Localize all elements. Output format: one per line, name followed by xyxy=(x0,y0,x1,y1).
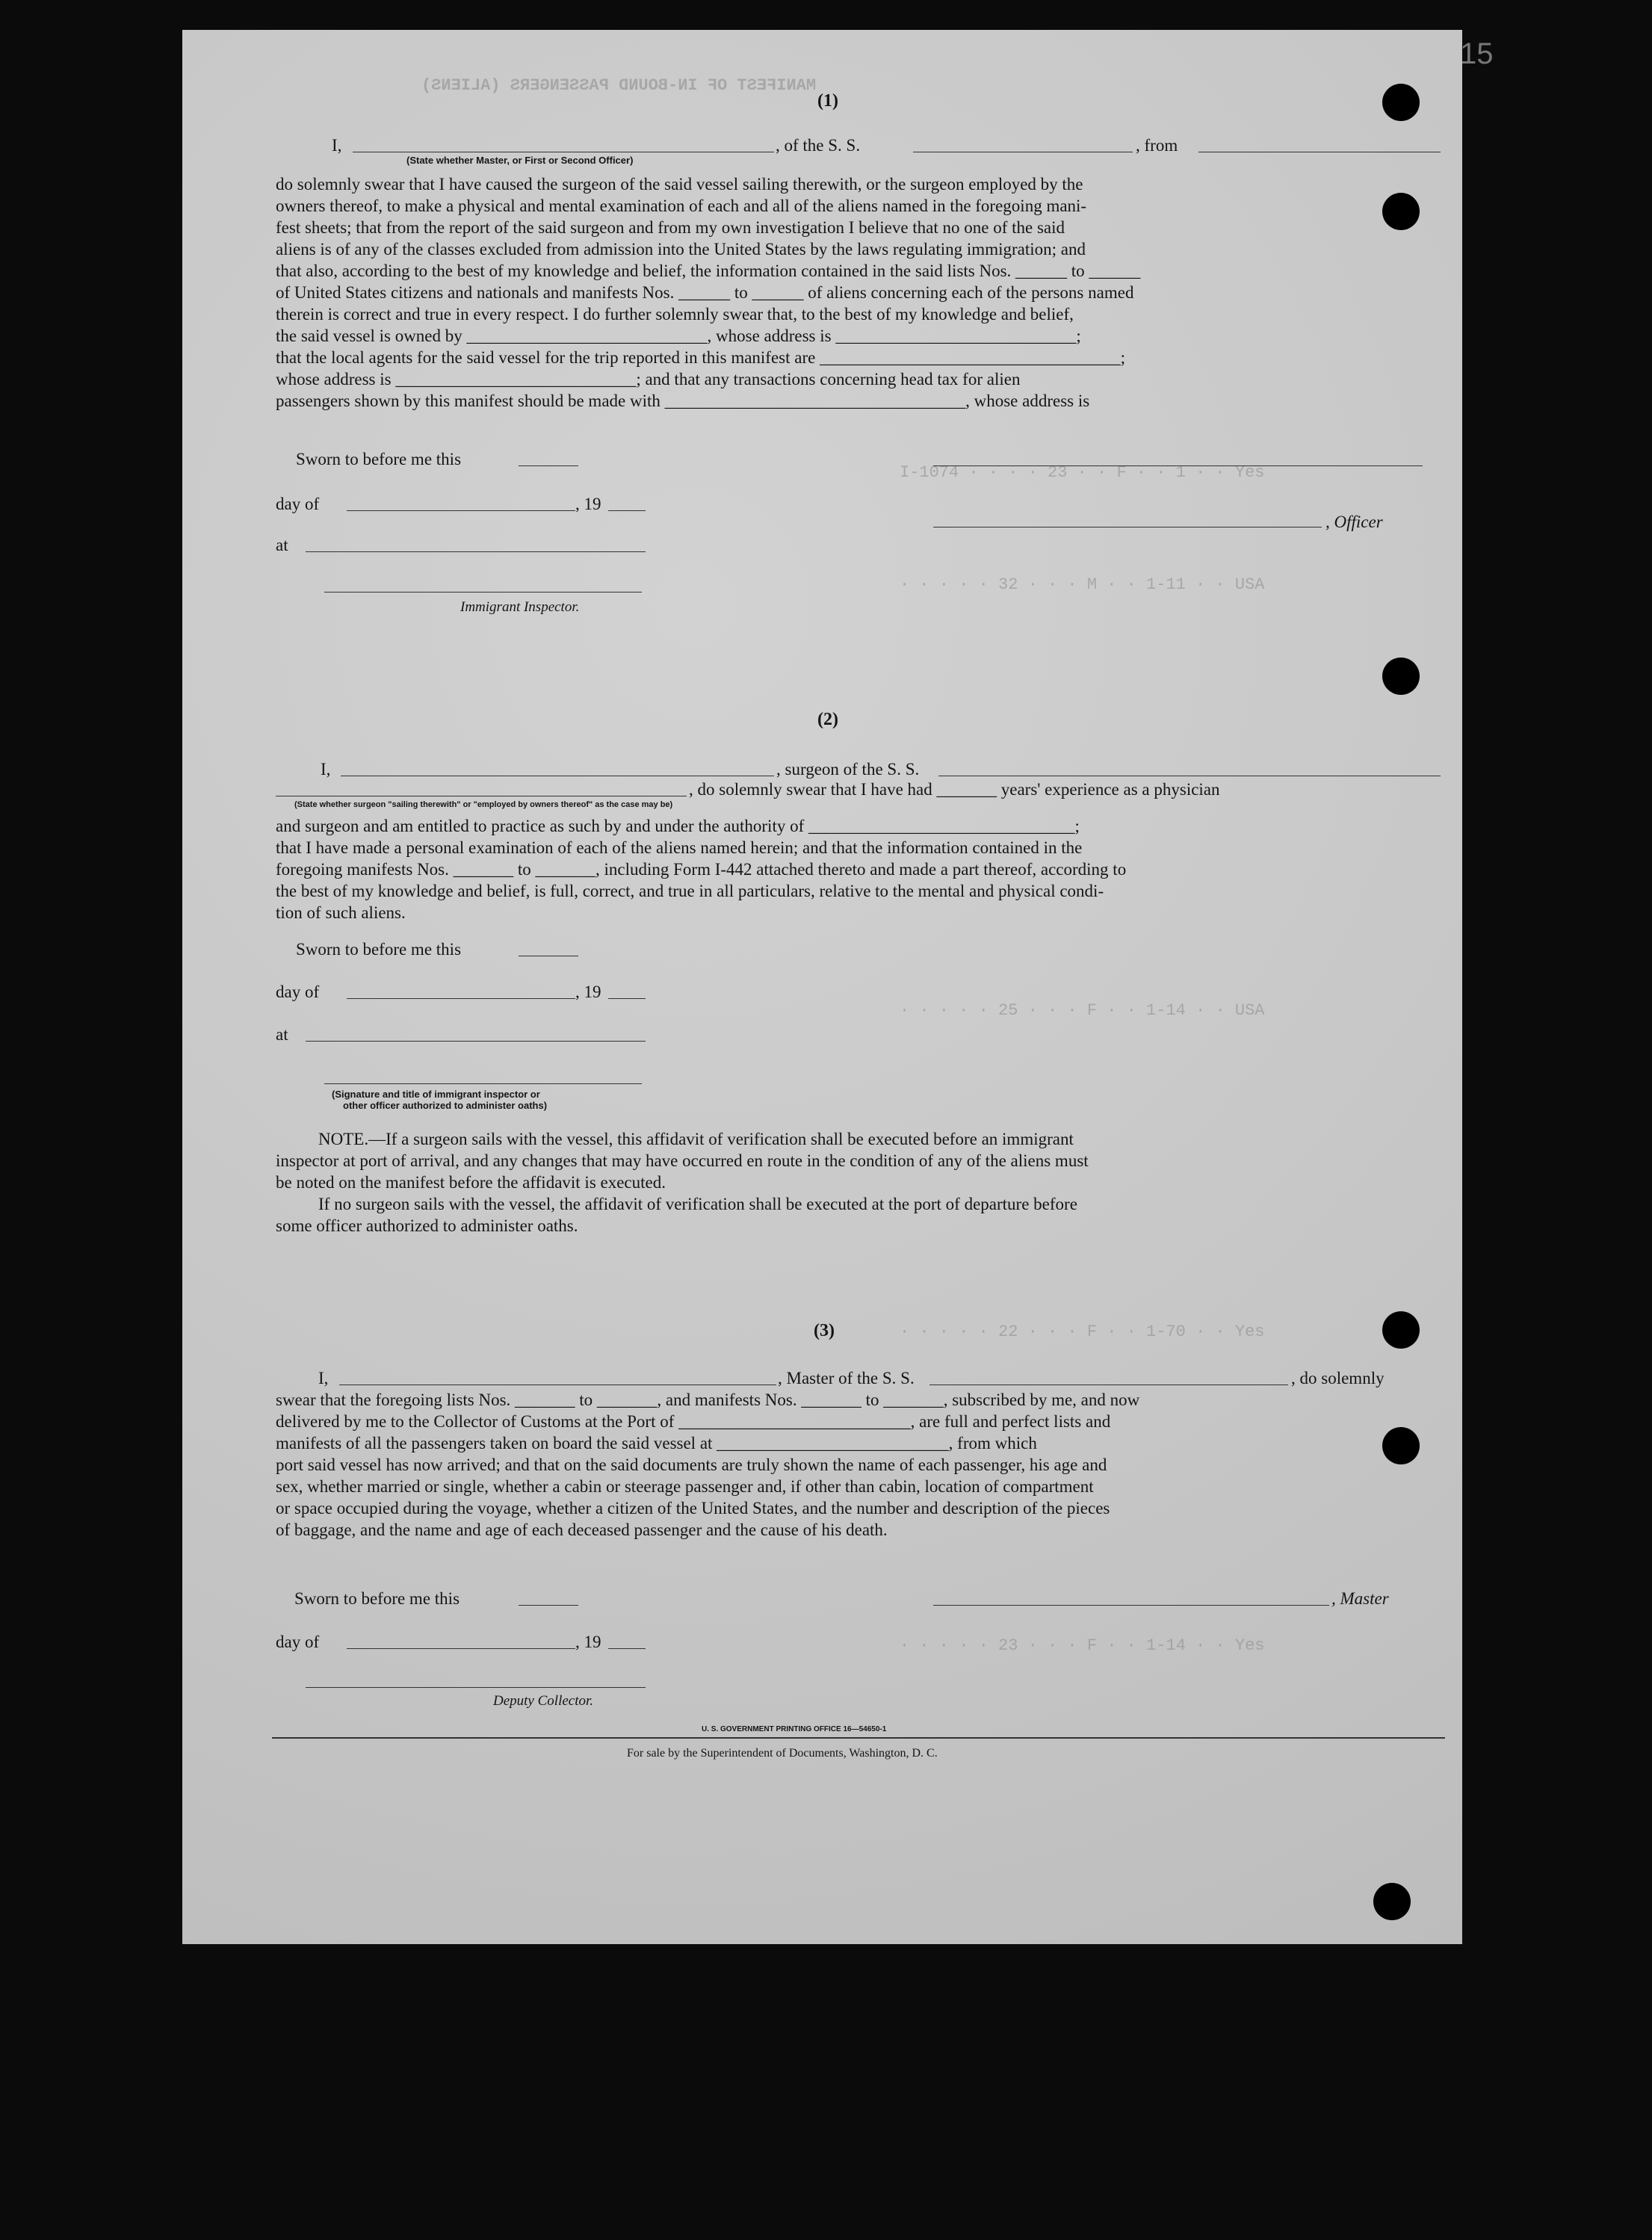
place-field[interactable] xyxy=(306,551,646,552)
section-3-master: , Master xyxy=(1331,1589,1389,1608)
officer-signature-field[interactable] xyxy=(933,465,1423,466)
year-field[interactable] xyxy=(608,998,646,999)
section-2-line: foregoing manifests Nos. _______ to _______, including Form I-442 attached thereto and made a part thereof, according to xyxy=(276,860,1127,879)
punch-hole xyxy=(1382,84,1420,121)
section-1-inspector: Immigrant Inspector. xyxy=(460,599,580,615)
section-2-line: that I have made a personal examination of each of the aliens named herein; and that the information contained in the xyxy=(276,838,1083,857)
bleed-through-text: · · · · · 23 · · · F · · 1-14 · · Yes xyxy=(900,1636,1265,1655)
section-2-state-note: (State whether surgeon "sailing therewith" or "employed by owners thereof" as the case may be) xyxy=(294,800,673,809)
section-3-do-solemnly: , do solemnly xyxy=(1291,1369,1385,1387)
deputy-signature-field[interactable] xyxy=(306,1687,646,1688)
section-1-i-label: I, xyxy=(332,136,342,155)
authority-signature-field[interactable] xyxy=(324,1083,642,1084)
section-1-state-note: (State whether Master, or First or Second Officer) xyxy=(406,155,634,166)
year-field[interactable] xyxy=(608,1648,646,1649)
bleed-through-text: · · · · · 25 · · · F · · 1-14 · · USA xyxy=(900,1001,1265,1020)
section-2-line: the best of my knowledge and belief, is full, correct, and true in all particulars, relative to the mental and physical condi- xyxy=(276,882,1104,900)
bleed-through-text: I-1074 · · · · 23 · · F · · 1 · · Yes xyxy=(900,463,1265,482)
section-3-day-of: day of xyxy=(276,1633,320,1651)
section-1-at: at xyxy=(276,536,288,554)
note-line: NOTE.—If a surgeon sails with the vessel, this affidavit of verification shall be executed before an immigrant xyxy=(318,1130,1074,1148)
section-1-line: that also, according to the best of my knowledge and belief, the information contained in the said lists Nos. ______ to ______ xyxy=(276,262,1141,280)
bleed-through-text: · · · · · 32 · · · M · · 1-11 · · USA xyxy=(900,575,1265,594)
section-2-surgeon-of: , surgeon of the S. S. xyxy=(776,760,920,779)
section-3-line: swear that the foregoing lists Nos. _______ to _______, and manifests Nos. _______ to _______, subscribed by me, and now xyxy=(276,1390,1140,1409)
corner-mark: 15 xyxy=(1460,37,1494,70)
printing-office: U. S. GOVERNMENT PRINTING OFFICE 16—54650-1 xyxy=(702,1725,887,1733)
inspector-signature-field[interactable] xyxy=(324,592,642,593)
note-line: be noted on the manifest before the affidavit is executed. xyxy=(276,1173,666,1192)
section-3-line: of baggage, and the name and age of each deceased passenger and the cause of his death. xyxy=(276,1520,888,1539)
section-3-nineteen: , 19 xyxy=(575,1633,601,1651)
sale-notice: For sale by the Superintendent of Documents, Washington, D. C. xyxy=(627,1747,938,1760)
place-field[interactable] xyxy=(306,1041,646,1042)
section-2-sig-note: other officer authorized to administer oaths) xyxy=(343,1100,548,1111)
master-vessel-field[interactable] xyxy=(929,1384,1288,1385)
punch-hole xyxy=(1382,193,1420,230)
punch-hole xyxy=(1382,658,1420,695)
section-1-officer: , Officer xyxy=(1325,513,1383,531)
section-1-line: passengers shown by this manifest should be made with ___________________________________, whose address is xyxy=(276,392,1090,410)
section-3-line: or space occupied during the voyage, whether a citizen of the United States, and the number and description of the pieces xyxy=(276,1499,1110,1517)
bleed-through-text: · · · · · 22 · · · F · · 1-70 · · Yes xyxy=(900,1322,1265,1341)
section-1-sworn: Sworn to before me this xyxy=(296,450,462,468)
section-1-line: that the local agents for the said vessel for the trip reported in this manifest are ___________________________________; xyxy=(276,348,1125,367)
section-2-sig-note: (Signature and title of immigrant inspector or xyxy=(332,1089,540,1100)
section-2-day-of: day of xyxy=(276,983,320,1001)
section-1-nineteen: , 19 xyxy=(575,495,601,513)
section-1-from: , from xyxy=(1136,136,1178,155)
section-2-line: tion of such aliens. xyxy=(276,903,406,922)
note-line: If no surgeon sails with the vessel, the affidavit of verification shall be executed at the port of departure before xyxy=(318,1195,1077,1213)
note-line: inspector at port of arrival, and any changes that may have occurred en route in the condition of any of the aliens must xyxy=(276,1151,1089,1170)
section-3-i-label: I, xyxy=(318,1369,329,1387)
section-3-sworn: Sworn to before me this xyxy=(294,1589,460,1608)
section-1-line: whose address is ____________________________; and that any transactions concerning head tax for alien xyxy=(276,370,1021,389)
section-3-line: delivered by me to the Collector of Customs at the Port of ___________________________, are full and perfect lists and xyxy=(276,1412,1111,1431)
section-1-number: (1) xyxy=(817,91,838,111)
section-2-at: at xyxy=(276,1025,288,1044)
section-3-line: port said vessel has now arrived; and that on the said documents are truly shown the name of each passenger, his age and xyxy=(276,1455,1107,1474)
section-1-line: fest sheets; that from the report of the said surgeon and from my own investigation I believe that no one of the said xyxy=(276,218,1065,237)
section-1-line: do solemnly swear that I have caused the surgeon of the said vessel sailing therewith, or the surgeon employed by the xyxy=(276,175,1083,194)
master-signature-field[interactable] xyxy=(933,1605,1329,1606)
day-of-field[interactable] xyxy=(347,998,575,999)
sworn-date-field[interactable] xyxy=(519,1605,578,1606)
form-sheet xyxy=(182,30,1494,1944)
section-2-nineteen: , 19 xyxy=(575,983,601,1001)
section-3-master-of: , Master of the S. S. xyxy=(778,1369,915,1387)
section-3-deputy: Deputy Collector. xyxy=(493,1693,594,1709)
section-3-number: (3) xyxy=(814,1321,835,1340)
punch-hole xyxy=(1373,1883,1411,1920)
section-2-sworn: Sworn to before me this xyxy=(296,940,462,959)
section-2-line: and surgeon and am entitled to practice as such by and under the authority of _______________________________; xyxy=(276,817,1080,835)
section-2-number: (2) xyxy=(817,710,838,729)
punch-hole xyxy=(1382,1311,1420,1349)
footer-rule xyxy=(272,1737,1445,1739)
master-name-field[interactable] xyxy=(339,1384,776,1385)
section-1-line: the said vessel is owned by ____________________________, whose address is ____________________________; xyxy=(276,327,1081,345)
section-1-day-of: day of xyxy=(276,495,320,513)
section-1-line: aliens is of any of the classes excluded from admission into the United States by the laws regulating immigration; and xyxy=(276,240,1086,259)
note-line: some officer authorized to administer oaths. xyxy=(276,1216,578,1235)
day-of-field[interactable] xyxy=(347,1648,575,1649)
section-1-line: of United States citizens and nationals and manifests Nos. ______ to ______ of aliens concerning each of the persons named xyxy=(276,283,1134,302)
punch-hole xyxy=(1382,1427,1420,1464)
day-of-field[interactable] xyxy=(347,510,575,511)
section-1-line: therein is correct and true in every respect. I do further solemnly swear that, to the best of my knowledge and belief, xyxy=(276,305,1074,324)
section-2-swear: , do solemnly swear that I have had _______ years' experience as a physician xyxy=(689,780,1220,799)
section-1-line: owners thereof, to make a physical and mental examination of each and all of the aliens named in the foregoing mani- xyxy=(276,197,1087,215)
sworn-date-field[interactable] xyxy=(519,465,578,466)
section-3-line: manifests of all the passengers taken on board the said vessel at ___________________________, from which xyxy=(276,1434,1037,1452)
section-1-of-ss: , of the S. S. xyxy=(776,136,861,155)
section-2-i-label: I, xyxy=(321,760,331,779)
section-3-line: sex, whether married or single, whether a cabin or steerage passenger and, if other than cabin, location of compartment xyxy=(276,1477,1094,1496)
bleed-through-heading: MANIFEST OF IN-BOUND PASSENGERS (ALIENS) xyxy=(421,76,817,95)
year-field[interactable] xyxy=(608,510,646,511)
